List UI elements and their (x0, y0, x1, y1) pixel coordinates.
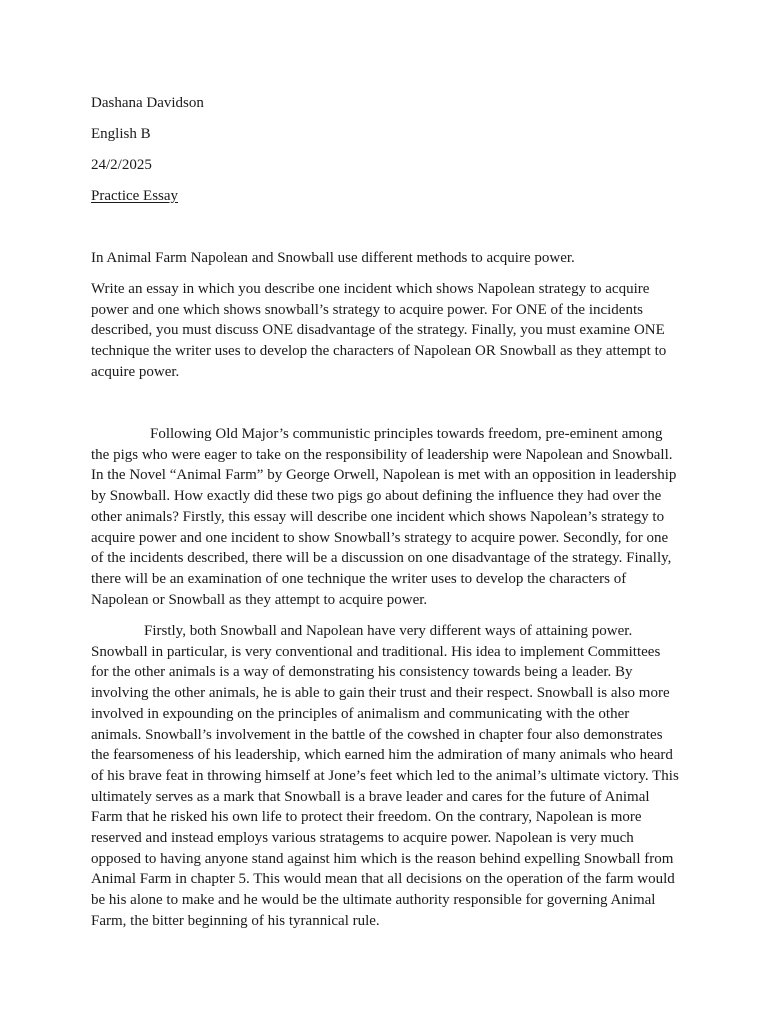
essay-paragraph-body: Firstly, both Snowball and Napolean have very different ways of attaining power. Snowball in particular, is very conventional and traditional. His idea to implement Committees for the other animals is a way of demonstrating his consistency towards being a leader. By involving the other animals, he is able to gain their trust and their respect. Snowball is also more involved in expounding on the principles of animalism and communicating with the other animals. Snowball’s involvement in the battle of the cowshed in chapter four also demonstrates the fearsomeness of his leadership, which earned him the admiration of many animals who heard of his brave feat in throwing himself at Jone’s feet which led to the animal’s ultimate victory. This ultimately serves as a mark that Snowball is a brave leader and cares for the future of Animal Farm that he risked his own life to protect their freedom. On the contrary, Napolean is more reserved and instead employs various stratagems to acquire power. Napolean is very much opposed to having anyone stand against him which is the reason behind expelling Snowball from Animal Farm in chapter 5. This would mean that all decisions on the operation of the farm would be his alone to make and he would be the ultimate authority responsible for governing Animal Farm, the bitter beginning of his tyrannical rule. (91, 623, 679, 929)
author-name: Dashana Davidson (91, 95, 204, 111)
essay-title: Practice Essay (91, 188, 179, 204)
essay-paragraph-intro: Following Old Major’s communistic principles towards freedom, pre-eminent among the pigs who were eager to take on the responsibility of leadership were Napolean and Snowball. In the Novel “Animal Farm” by George Orwell, Napolean is met with an opposition in leadership by Snowball. How exactly did these two pigs go about defining the influence they had over the other animals? Firstly, this essay will describe one incident which shows Napolean’s strategy to acquire power and one incident to show Snowball’s strategy to acquire power. Secondly, for one of the incidents described, there will be a discussion on one disadvantage of the strategy. Finally, there will be an examination of one technique the writer uses to develop the characters of Napolean or Snowball as they attempt to acquire power. (91, 426, 677, 608)
essay-date: 24/2/2025 (91, 157, 152, 173)
prompt-intro: In Animal Farm Napolean and Snowball use different methods to acquire power. (91, 250, 575, 266)
prompt-task: Write an essay in which you describe one incident which shows Napolean strategy to acquire power and one which shows snowball’s strategy to acquire power. For ONE of the incidents described, you must discuss ONE disadvantage of the strategy. Finally, you must examine ONE technique the writer uses to develop the characters of Napolean OR Snowball as they attempt to acquire power. (91, 281, 667, 380)
course-name: English B (91, 126, 151, 142)
